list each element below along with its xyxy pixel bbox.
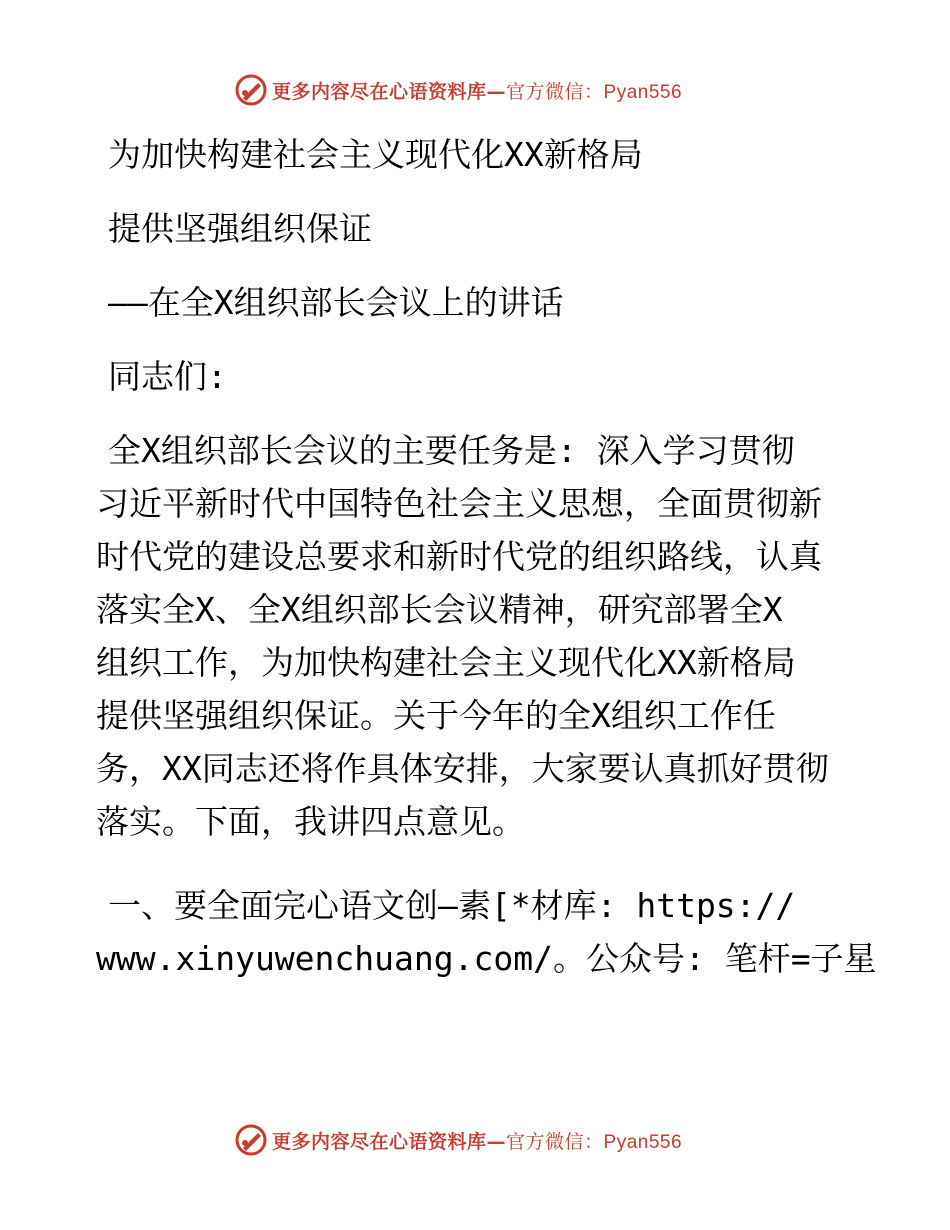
watermark-text: 更多内容尽在心语资料库—官方微信：Pyan556 xyxy=(272,80,683,103)
header-watermark xyxy=(234,72,682,108)
paragraph-line: 习近平新时代中国特色社会主义思想，全面贯彻新 xyxy=(96,484,822,523)
title-line-2: 提供坚强组织保证 xyxy=(108,209,372,248)
paragraph-line: 组织工作，为加快构建社会主义现代化XX新格局 xyxy=(96,643,796,682)
paragraph-line: 务，XX同志还将作具体安排，大家要认真抓好贯彻 xyxy=(96,749,829,788)
pen-logo-icon xyxy=(234,73,268,107)
title-line-1: 为加快构建社会主义现代化XX新格局 xyxy=(108,135,643,174)
pen-logo-icon xyxy=(234,1123,268,1157)
paragraph-line: 一、要全面完心语文创—素[*材库: https:// xyxy=(108,886,796,925)
paragraph-line: 全X组织部长会议的主要任务是: 深入学习贯彻 xyxy=(108,431,795,470)
paragraph-line: 落实全X、全X组织部长会议精神，研究部署全X xyxy=(96,590,783,629)
watermark-text: 更多内容尽在心语资料库—官方微信：Pyan556 xyxy=(272,1130,683,1153)
paragraph-2 xyxy=(96,879,877,985)
paragraph-line: 提供坚强组织保证。关于今年的全X组织工作任 xyxy=(96,696,776,735)
salutation: 同志们: xyxy=(108,357,227,396)
subtitle-line: ——在全X组织部长会议上的讲话 xyxy=(108,283,564,322)
footer-watermark xyxy=(234,1122,682,1158)
paragraph-line: 时代党的建设总要求和新时代党的组织路线，认真 xyxy=(96,537,822,576)
paragraph-line: www.xinyuwenchuang.com/。公众号: 笔杆=子星 xyxy=(96,939,877,978)
document-body xyxy=(96,118,877,985)
paragraph-line: 落实。下面，我讲四点意见。 xyxy=(96,802,525,841)
paragraph-1 xyxy=(96,424,866,848)
